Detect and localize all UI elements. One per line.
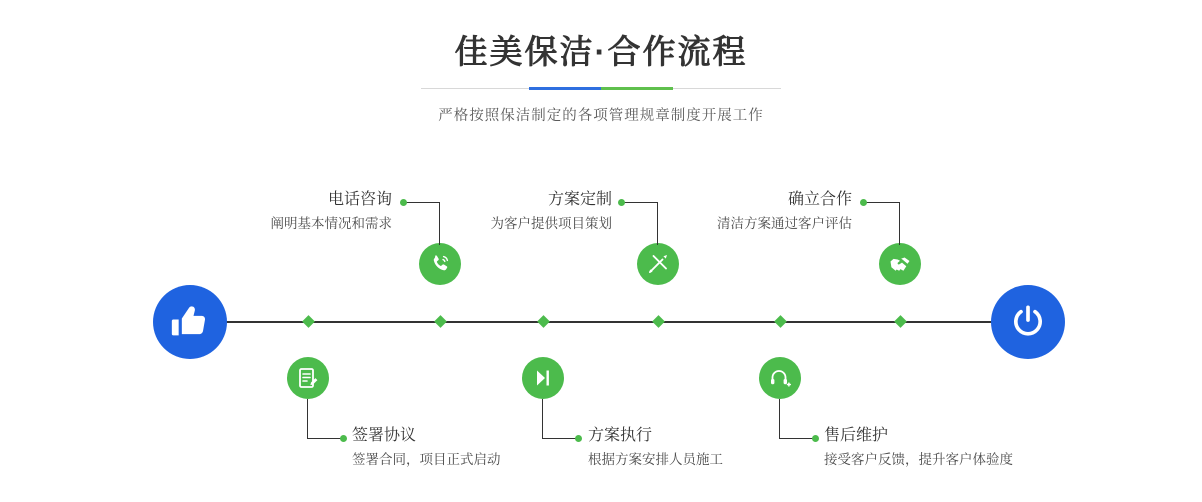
pen-tools-icon — [646, 252, 670, 276]
step-icon-2 — [419, 243, 461, 285]
step-desc-1: 签署合同，项目正式启动 — [352, 452, 501, 467]
step-title-1: 签署协议 — [352, 427, 417, 444]
connector-dot-5 — [812, 435, 819, 442]
connector-horizontal-2 — [406, 202, 440, 203]
connector-horizontal-6 — [866, 202, 900, 203]
step-desc-5: 接受客户反馈，提升客户体验度 — [824, 452, 1013, 467]
thumbs-up-icon — [170, 302, 210, 342]
page-title: 佳美保洁·合作流程 — [454, 33, 748, 70]
step-icon-4 — [637, 243, 679, 285]
handshake-icon — [888, 252, 912, 276]
connector-dot-4 — [618, 199, 625, 206]
step-title-6: 确立合作 — [787, 191, 852, 208]
step-desc-2: 阐明基本情况和需求 — [270, 216, 392, 231]
step-label-4 — [464, 190, 612, 234]
connector-dot-2 — [400, 199, 407, 206]
connector-horizontal-4 — [624, 202, 658, 203]
connector-vertical-6 — [899, 203, 900, 245]
headset-support-icon — [768, 366, 792, 390]
document-edit-icon — [296, 366, 320, 390]
connector-vertical-1 — [307, 399, 308, 439]
connector-horizontal-1 — [307, 438, 343, 439]
connector-vertical-2 — [439, 203, 440, 245]
axis-marker-4 — [652, 315, 665, 328]
step-title-3: 方案执行 — [588, 427, 653, 444]
phone-call-icon — [428, 252, 452, 276]
power-icon — [1008, 302, 1048, 342]
step-title-2: 电话咨询 — [327, 191, 392, 208]
step-label-3 — [588, 426, 723, 470]
step-label-6 — [700, 190, 852, 234]
page-subtitle: 严格按照保洁制定的各项管理规章制度开展工作 — [438, 108, 764, 124]
connector-horizontal-5 — [779, 438, 815, 439]
timeline-start-node — [153, 285, 227, 359]
axis-marker-1 — [302, 315, 315, 328]
step-label-5 — [824, 426, 1013, 470]
step-title-5: 售后维护 — [824, 427, 889, 444]
step-title-4: 方案定制 — [547, 191, 612, 208]
connector-vertical-5 — [779, 399, 780, 439]
connector-dot-1 — [340, 435, 347, 442]
step-icon-3 — [522, 357, 564, 399]
connector-dot-6 — [860, 199, 867, 206]
step-icon-1 — [287, 357, 329, 399]
step-icon-5 — [759, 357, 801, 399]
timeline-axis — [160, 321, 1040, 323]
step-desc-3: 根据方案安排人员施工 — [588, 452, 723, 467]
connector-dot-3 — [575, 435, 582, 442]
connector-horizontal-3 — [542, 438, 578, 439]
step-label-1 — [352, 426, 501, 470]
axis-marker-3 — [537, 315, 550, 328]
axis-marker-2 — [434, 315, 447, 328]
step-desc-6: 清洁方案通过客户评估 — [717, 216, 852, 231]
connector-vertical-3 — [542, 399, 543, 439]
timeline-end-node — [991, 285, 1065, 359]
step-label-2 — [252, 190, 392, 234]
axis-marker-5 — [774, 315, 787, 328]
step-icon-6 — [879, 243, 921, 285]
axis-marker-6 — [894, 315, 907, 328]
step-desc-4: 为客户提供项目策划 — [490, 216, 612, 231]
connector-vertical-4 — [657, 203, 658, 245]
play-skip-icon — [531, 366, 555, 390]
